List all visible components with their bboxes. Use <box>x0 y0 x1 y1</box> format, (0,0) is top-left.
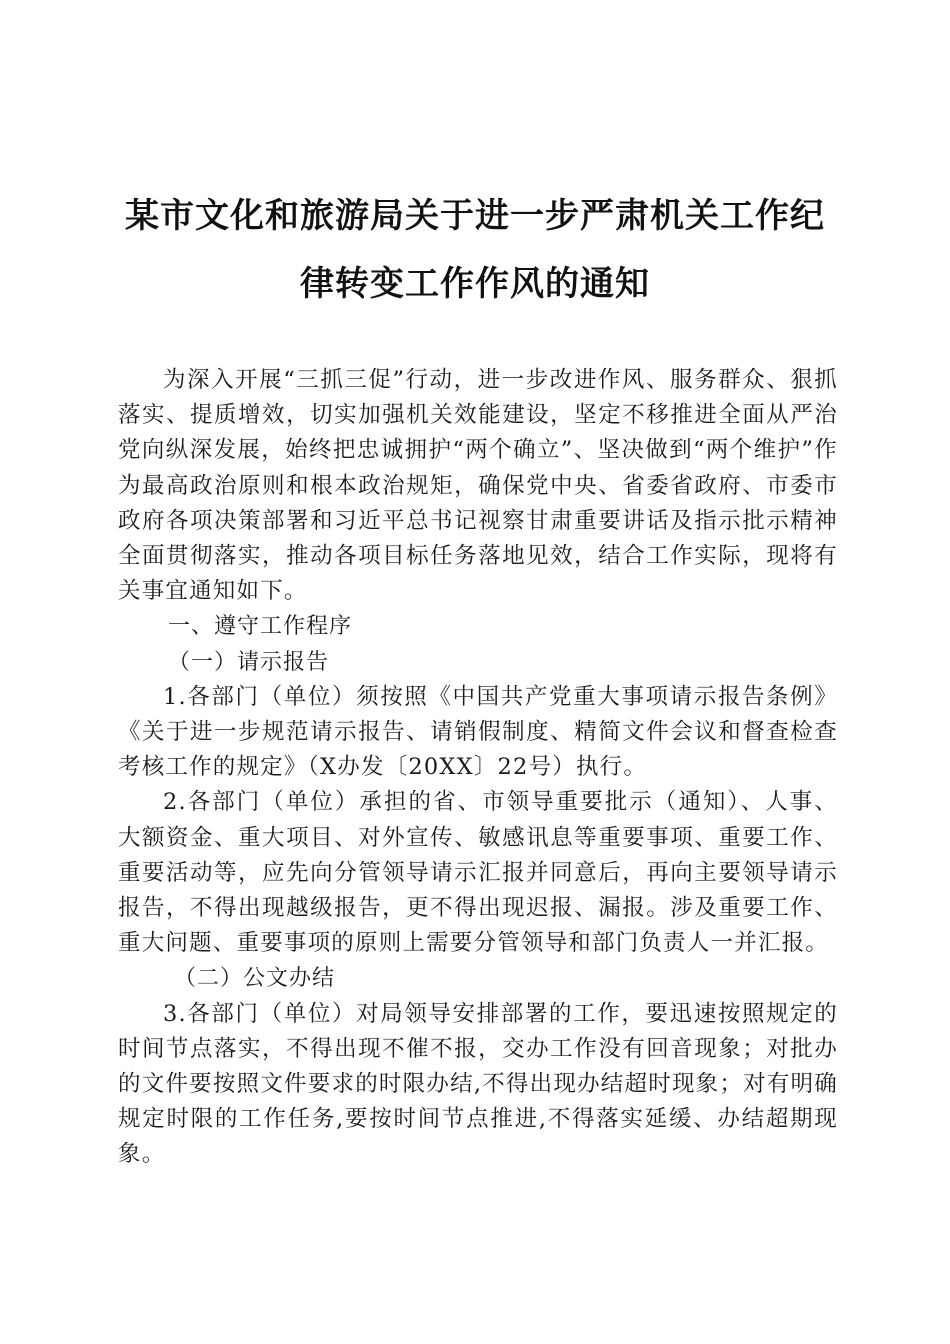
item-1-paragraph: 1.各部门（单位）须按照《中国共产党重大事项请示报告条例》《关于进一步规范请示报告、请销假制度、精简文件会议和督查检查考核工作的规定》（X办发〔20XX〕22号）执行。 <box>118 683 838 781</box>
subsection-1-heading: （一）请示报告 <box>168 649 330 675</box>
subsection-2-heading: （二）公文办结 <box>174 966 336 992</box>
section-1-heading: 一、遵守工作程序 <box>168 614 353 640</box>
item-2-paragraph: 2.各部门（单位）承担的省、市领导重要批示（通知）、人事、大额资金、重大项目、对外宣传、敏感讯息等重要事项、重要工作、重要活动等，应先向分管领导请示汇报并同意后，再向主要领导请示报告，不得出现越级报告，更不得出现迟报、漏报。涉及重要工作、重大问题、重要事项的原则上需要分管领导和部门负责人一并汇报。 <box>118 789 838 957</box>
document-title-line-2: 律转变工作作风的通知 <box>300 264 650 304</box>
intro-paragraph: 为深入开展“三抓三促”行动，进一步改进作风、服务群众、狠抓落实、提质增效，切实加强机关效能建设，坚定不移推进全面从严治党向纵深发展，始终把忠诚拥护“两个确立”、坚决做到“两个维护”作为最高政治原则和根本政治规矩，确保党中央、省委省政府、市委市政府各项决策部署和习近平总书记视察甘肃重要讲话及指示批示精神全面贯彻落实，推动各项目标任务落地见效，结合工作实际，现将有关事宜通知如下。 <box>118 367 838 605</box>
document-title-line-1: 某市文化和旅游局关于进一步严肃机关工作纪 <box>125 196 825 236</box>
document-body <box>118 363 838 1173</box>
item-3-paragraph: 3.各部门（单位）对局领导安排部署的工作，要迅速按照规定的时间节点落实，不得出现不催不报，交办工作没有回音现象；对批办的文件要按照文件要求的时限办结,不得出现办结超时现象；对有明确规定时限的工作任务,要按时间节点推进,不得落实延缓、办结超期现象。 <box>118 1000 838 1168</box>
